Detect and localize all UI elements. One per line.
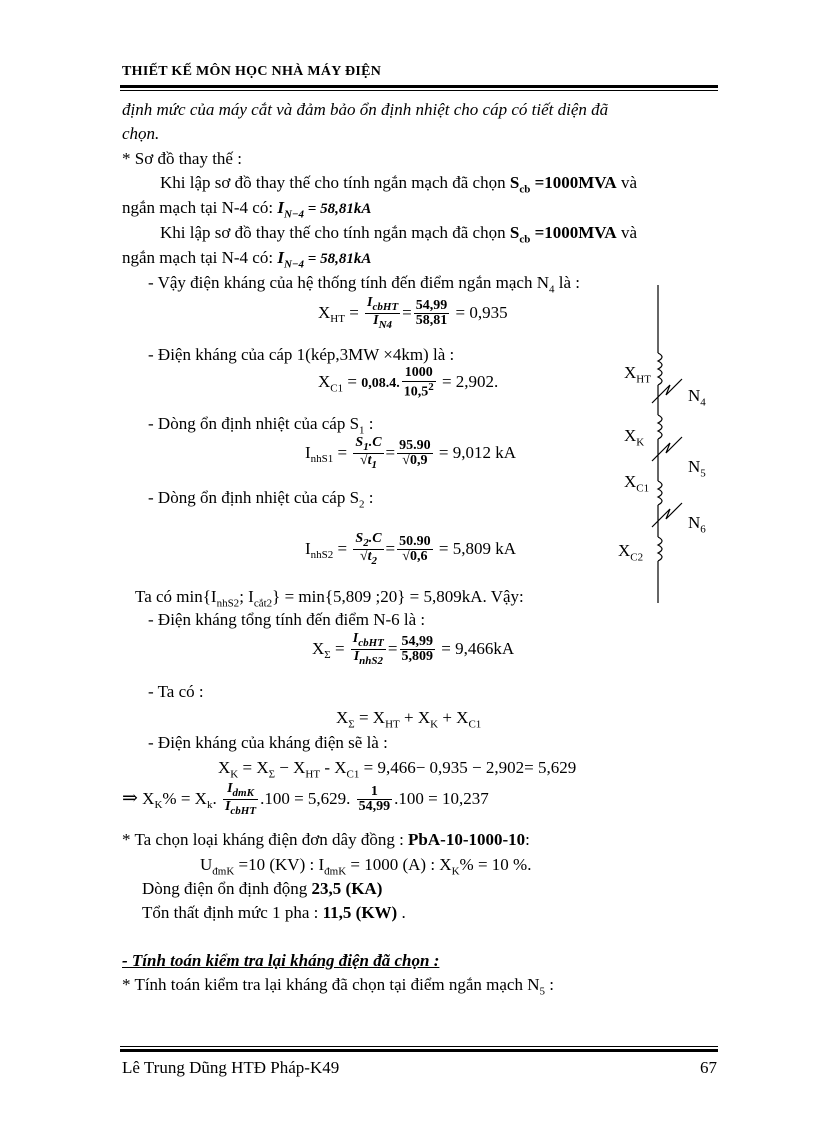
formula-xk: $X_K = X_\Sigma - X_{HT} - X_{C1} = 9,466- 0,935 - 2,902= 5,629$: [218, 758, 577, 781]
diagram-label-n5: $N_5$: [688, 457, 706, 480]
paragraph-line: ngắn mạch tại N-4 có: $I_{N-4} = 58,81kA$: [122, 248, 372, 271]
formula-inhs1: $I_{nhS1}$ = $\frac{S_1.C}{√t_1}$ = $\frac{95.90}{√0,9}$ = 9,012 kA: [305, 435, 516, 472]
formula-sum: $X_\Sigma = X_{HT} + X_K + X_{C1}$: [336, 708, 482, 731]
formula-params: $U_{đmK} =10$ (KV) : $I_{đmK} = 1000$ (A) : $X_K\% = 10$ %.: [200, 855, 532, 878]
text-line: Tổn thất định mức 1 pha : 11,5 (KW) .: [142, 903, 406, 922]
bullet-line: - Dòng ổn định nhiệt của cáp $S_2$ :: [148, 488, 374, 511]
diagram-label-xk: $X_K$: [624, 426, 645, 449]
formula-xc1: $X_{C1} = 0,08.4$. $\frac{1000}{10,5^2}$ = 2,902.: [318, 365, 499, 400]
section-heading: * Sơ đồ thay thế :: [122, 149, 242, 168]
running-header: THIẾT KẾ MÔN HỌC NHÀ MÁY ĐIỆN: [122, 64, 382, 79]
diagram-label-xht: $X_{HT}$: [624, 363, 651, 386]
bullet-line: - Điện kháng của kháng điện sẽ là :: [148, 733, 388, 752]
diagram-label-xc2: $X_{C2}$: [618, 541, 644, 564]
bullet-line: - Vậy điện kháng của hệ thống tính đến điểm ngắn mạch $N_4$ là :: [148, 273, 580, 296]
diagram-label-n6: $N_6$: [688, 513, 706, 536]
header-rule-thin: [120, 90, 718, 91]
equivalent-circuit-diagram: [600, 285, 710, 605]
diagram-label-n4: $N_4$: [688, 386, 706, 409]
formula-xht: $X_{HT}$ = $\frac{I_{cbHT}}{I_{N4}}$ = $\frac{54,99}{58,81}$ = 0,935: [318, 295, 508, 332]
bullet-line: - Ta có :: [148, 682, 204, 701]
text-line: định mức của máy cắt và đảm bảo ổn định nhiệt cho cáp có tiết diện đã: [122, 100, 609, 119]
text-line: chọn.: [122, 124, 160, 143]
bullet-line: - Điện kháng của cáp 1(kép,3MW ×4km) là :: [148, 345, 455, 364]
bullet-line: - Dòng ổn định nhiệt của cáp $S_1$ :: [148, 414, 374, 437]
header-rule-thick: [120, 85, 718, 88]
text-line: Dòng điện ổn định động 23,5 (KA): [142, 879, 383, 898]
page-number: 67: [700, 1058, 717, 1077]
paragraph-line: Khi lập sơ đồ thay thế cho tính ngắn mạch đã chọn $S_{cb} =1000MVA$ và: [160, 173, 637, 196]
paragraph-line: ngắn mạch tại N-4 có: $I_{N-4} = 58,81kA$: [122, 198, 372, 221]
text-line: Ta có $\min\{I_{nhS2}$; $I_{cắt2}\} = \min\{5,809$ ;20} = 5,809kA. Vậy:: [135, 587, 524, 610]
footer-author: Lê Trung Dũng HTĐ Pháp-K49: [122, 1058, 340, 1077]
section-heading: - Tính toán kiểm tra lại kháng điện đã chọn :: [122, 951, 440, 970]
text-line: * Tính toán kiểm tra lại kháng đã chọn tại điểm ngắn mạch $N_5$ :: [122, 975, 554, 998]
diagram-label-xc1: $X_{C1}$: [624, 472, 650, 495]
footer-rule-thick: [120, 1049, 718, 1052]
footer-rule-thin: [120, 1046, 718, 1047]
formula-xk-percent: ⇒ $X_K\% = X_k$. $\frac{I_{dmK}}{I_{cbHT}}$ .100 = 5,629. $\frac{1}{54,99}$ .100 = 10,237: [122, 781, 489, 818]
paragraph-line: Khi lập sơ đồ thay thế cho tính ngắn mạch đã chọn $S_{cb} =1000MVA$ và: [160, 223, 637, 246]
formula-inhs2: $I_{nhS2}$ = $\frac{S_2.C}{√t_2}$ = $\frac{50.90}{√0,6}$ = 5,809 kA: [305, 531, 516, 568]
text-line: * Ta chọn loại kháng điện đơn dây đồng : PbA-10-1000-10:: [122, 830, 530, 849]
bullet-line: - Điện kháng tổng tính đến điểm N-6 là :: [148, 610, 426, 629]
formula-xsigma: $X_\Sigma$ = $\frac{I_{cbHT}}{I_{nhS2}}$ = $\frac{54,99}{5,809}$ = 9,466kA: [312, 631, 515, 668]
